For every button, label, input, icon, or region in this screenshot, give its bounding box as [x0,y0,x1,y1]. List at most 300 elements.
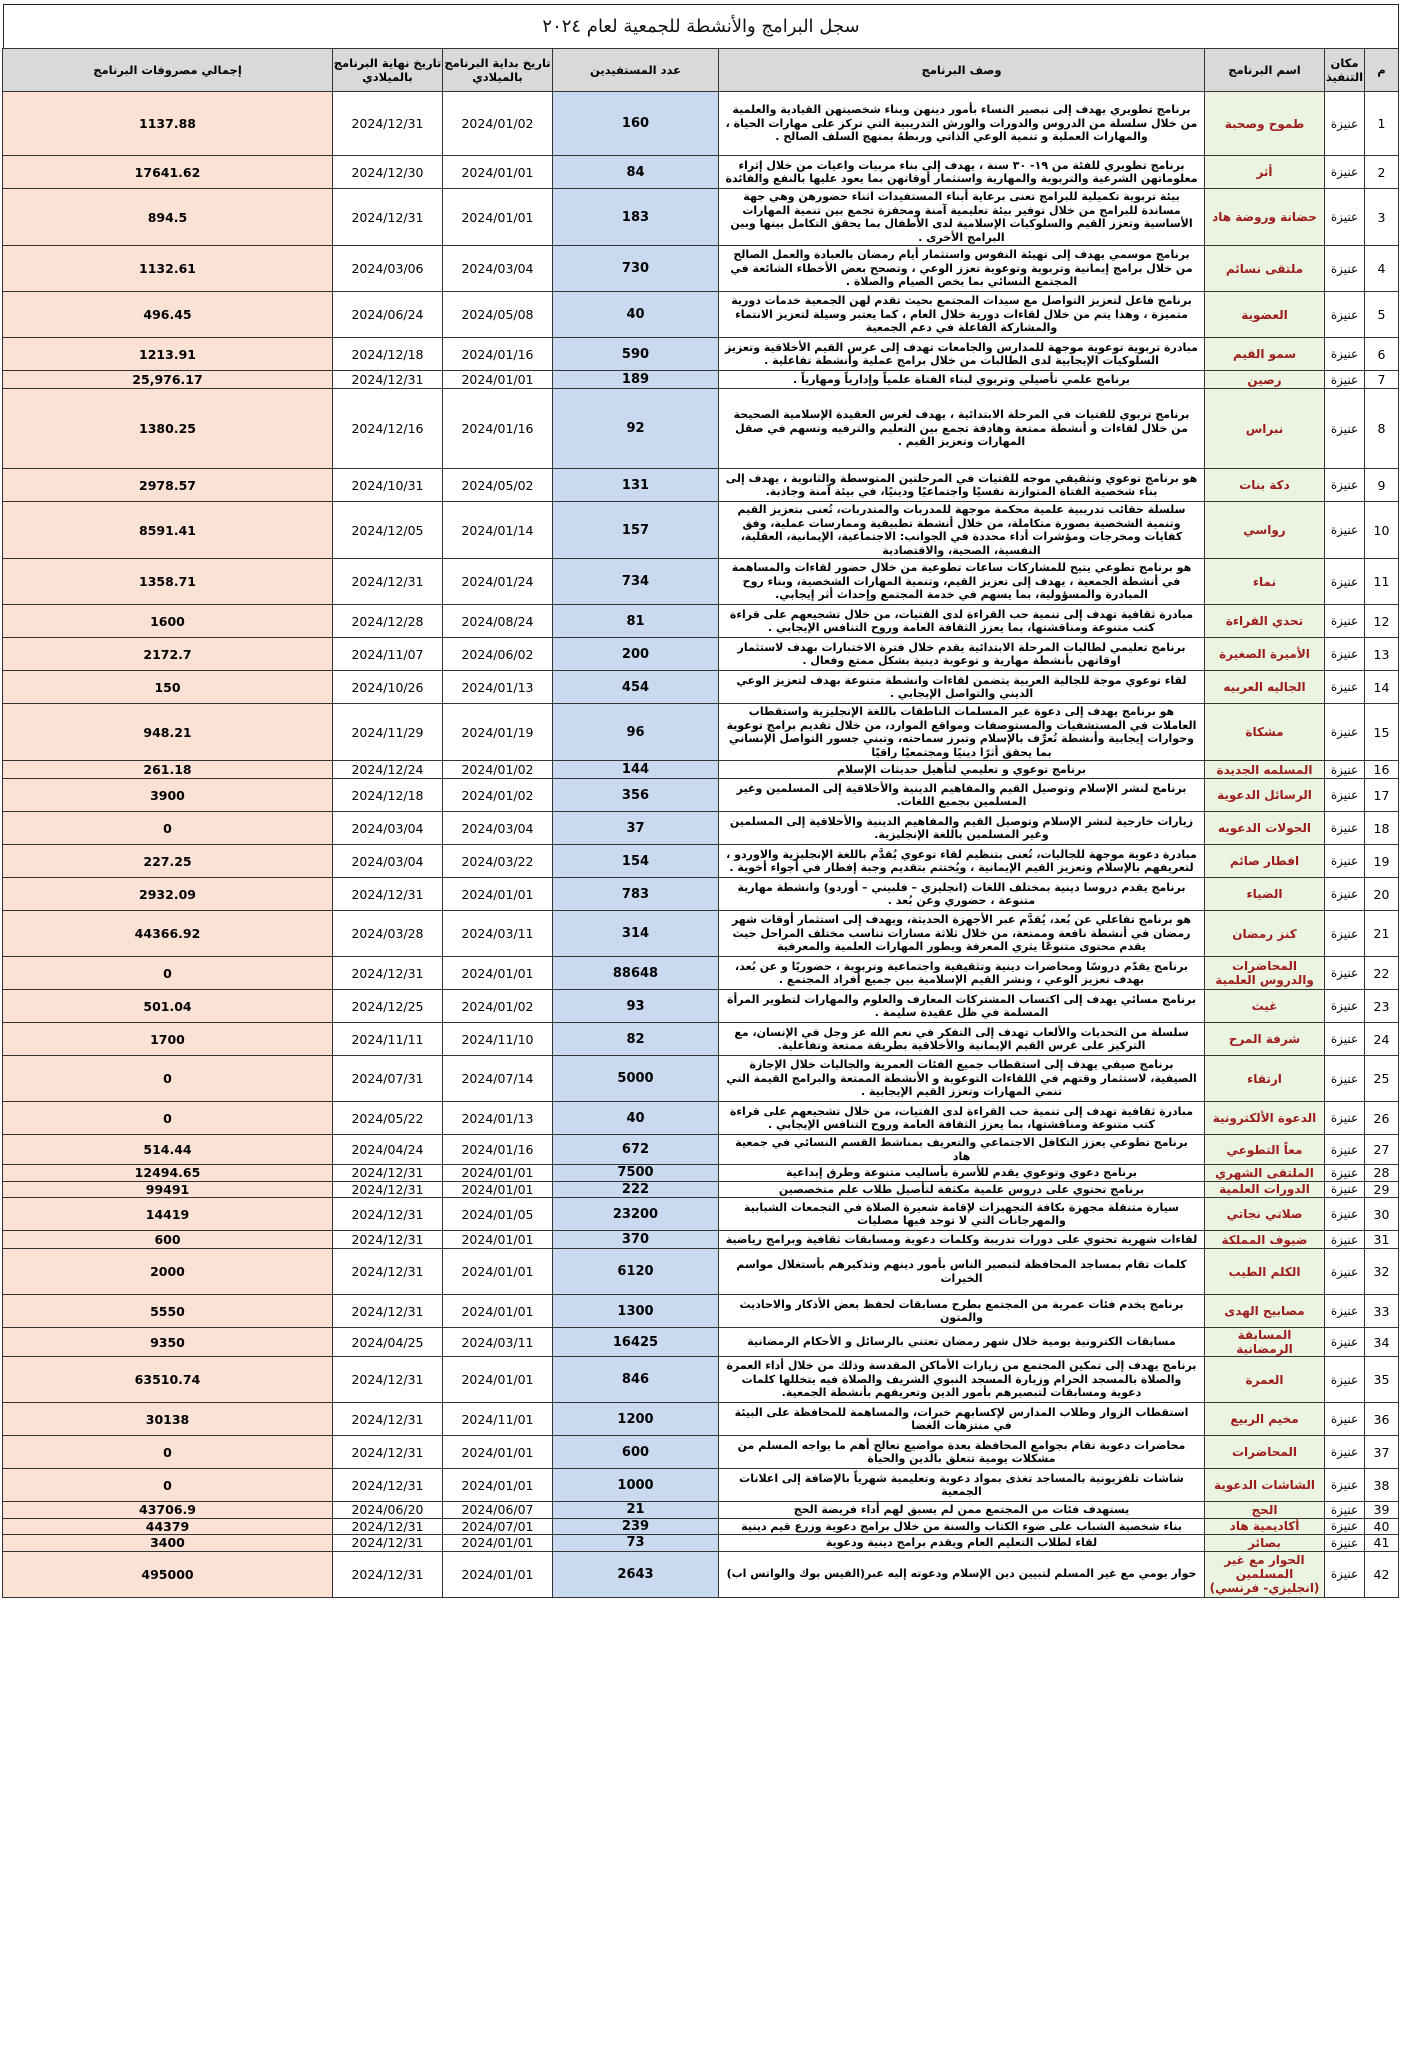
row-start-date: 2024/01/01 [443,1436,553,1469]
row-program-name: افطار صائم [1205,845,1325,878]
row-program-desc: هو برنامج تطوعي يتيح للمشاركات ساعات تطوعية من خلال حضور لقاءات والمساهمة في أنشطة الجمعية ، يهدف إلى تعزيز القيم، وتنمية المهارات الشخصية، وبناء روح المبادرة والمسؤولية، بما يسهم في خدمة المجتمع وإحداث أثر إيجابي. [719,559,1205,605]
table-row [3,1198,1399,1231]
row-total-spend: 600 [3,1231,333,1249]
row-end-date: 2024/12/16 [333,389,443,469]
row-start-date: 2024/07/14 [443,1056,553,1102]
row-place: عنيزة [1325,246,1365,292]
row-program-desc: بناء شخصية الشباب على ضوء الكتاب والسنة من خلال برامج دعوية وزرع قيم دينية [719,1518,1205,1535]
header-num: م [1365,49,1399,92]
table-row [3,292,1399,338]
table-row [3,1551,1399,1597]
row-num: 5 [1365,292,1399,338]
row-program-name: حضانة وروضة هاد [1205,189,1325,246]
row-start-date: 2024/01/01 [443,1249,553,1295]
table-row [3,1436,1399,1469]
row-program-name: المحاضرات والدروس العلمية [1205,957,1325,990]
row-beneficiaries: 1000 [553,1469,719,1502]
row-place: عنيزة [1325,671,1365,704]
row-program-desc: كلمات تقام بمساجد المحافظة لتبصير الناس بأمور دينهم وتذكيرهم بأستغلال مواسم الخيرات [719,1249,1205,1295]
row-program-desc: برنامج يخدم فئات عمرية من المجتمع بطرح مسابقات لحفظ بعض الأذكار والاحاديث والمتون [719,1295,1205,1328]
row-end-date: 2024/10/26 [333,671,443,704]
row-program-name: رصين [1205,371,1325,389]
row-beneficiaries: 356 [553,779,719,812]
header-start-date: تاريخ بداية البرنامج بالميلادي [443,49,553,92]
row-num: 4 [1365,246,1399,292]
row-total-spend: 63510.74 [3,1357,333,1403]
row-start-date: 2024/03/11 [443,911,553,957]
row-place: عنيزة [1325,1181,1365,1198]
row-total-spend: 14419 [3,1198,333,1231]
row-end-date: 2024/12/18 [333,338,443,371]
row-end-date: 2024/12/05 [333,502,443,559]
row-beneficiaries: 88648 [553,957,719,990]
row-beneficiaries: 183 [553,189,719,246]
row-start-date: 2024/08/24 [443,605,553,638]
row-total-spend: 0 [3,1102,333,1135]
row-num: 24 [1365,1023,1399,1056]
row-program-desc: يستهدف فئات من المجتمع ممن لم يسبق لهم أداء فريضة الحج [719,1502,1205,1519]
row-num: 22 [1365,957,1399,990]
row-program-name: الجاليه العربيه [1205,671,1325,704]
row-end-date: 2024/12/31 [333,1165,443,1182]
row-place: عنيزة [1325,638,1365,671]
row-program-desc: مبادرة تربوية توعوية موجهة للمدارس والجامعات تهدف إلى غرس القيم الأخلاقية وتعزيز السلوكيات الإيجابية لدى الطالبات من خلال برامج عملية وأنشطة تفاعلية . [719,338,1205,371]
row-place: عنيزة [1325,1056,1365,1102]
row-program-name: نبراس [1205,389,1325,469]
table-row [3,1518,1399,1535]
row-num: 33 [1365,1295,1399,1328]
row-start-date: 2024/01/14 [443,502,553,559]
row-start-date: 2024/01/13 [443,671,553,704]
row-program-desc: مسابقات الكترونية يومية خلال شهر رمضان تعتني بالرسائل و الأحكام الرمضانية [719,1328,1205,1357]
row-program-name: ملتقى نسائم [1205,246,1325,292]
row-program-desc: هو برنامج تفاعلي عن بُعد، يُقدَّم عبر الأجهزة الحديثة، ويهدف إلى استثمار أوقات شهر رمضان في أنشطة نافعة وممتعة، من خلال ثلاثة مسارات تناسب مختلف المراحل حيث يقدم محتوى متنوعًا يثري المعرفة ويطور المهارات العلمية والمعرفية [719,911,1205,957]
row-num: 11 [1365,559,1399,605]
row-end-date: 2024/12/31 [333,1249,443,1295]
row-program-desc: استقطاب الزوار وطلاب المدارس لإكسابهم خبرات، والمساهمة للمحافظة على البيئة في منتزهات الغضا [719,1403,1205,1436]
row-end-date: 2024/12/24 [333,761,443,779]
row-place: عنيزة [1325,1518,1365,1535]
row-program-desc: زيارات خارجية لنشر الإسلام وتوصيل القيم والمفاهيم الدينية والأخلاقية إلى المسلمين وغير المسلمين باللغة الإنجليزية. [719,812,1205,845]
row-end-date: 2024/03/06 [333,246,443,292]
row-start-date: 2024/11/01 [443,1403,553,1436]
row-beneficiaries: 846 [553,1357,719,1403]
row-total-spend: 1213.91 [3,338,333,371]
row-start-date: 2024/07/01 [443,1518,553,1535]
header-total-spend: إجمالي مصروفات البرنامج [3,49,333,92]
row-num: 39 [1365,1502,1399,1519]
row-total-spend: 496.45 [3,292,333,338]
row-beneficiaries: 370 [553,1231,719,1249]
row-num: 14 [1365,671,1399,704]
row-beneficiaries: 81 [553,605,719,638]
row-start-date: 2024/01/16 [443,389,553,469]
programs-table [2,48,1399,1598]
row-program-desc: برنامج دعوي وتوعوي يقدم للأسرة بأساليب متنوعة وطرق إبداعية [719,1165,1205,1182]
row-beneficiaries: 96 [553,704,719,761]
row-program-name: شرفة المرح [1205,1023,1325,1056]
row-total-spend: 948.21 [3,704,333,761]
header-place: مكان التنفيذ [1325,49,1365,92]
row-start-date: 2024/01/01 [443,878,553,911]
row-program-name: المحاضرات [1205,1436,1325,1469]
row-program-name: الملتقى الشهري [1205,1165,1325,1182]
row-program-name: الدورات العلمية [1205,1181,1325,1198]
row-beneficiaries: 21 [553,1502,719,1519]
row-start-date: 2024/01/02 [443,990,553,1023]
table-row [3,246,1399,292]
row-total-spend: 44366.92 [3,911,333,957]
row-beneficiaries: 222 [553,1181,719,1198]
row-total-spend: 9350 [3,1328,333,1357]
row-program-name: كنز رمضان [1205,911,1325,957]
row-program-desc: لقاء لطلاب التعليم العام ويقدم برامج دينية ودعوية [719,1535,1205,1552]
row-end-date: 2024/12/31 [333,559,443,605]
row-total-spend: 3900 [3,779,333,812]
row-program-name: مخيم الربيع [1205,1403,1325,1436]
row-start-date: 2024/01/02 [443,779,553,812]
row-program-desc: برنامج توعوي و تعليمي لتأهيل حديثات الإسلام [719,761,1205,779]
row-beneficiaries: 5000 [553,1056,719,1102]
row-num: 29 [1365,1181,1399,1198]
row-end-date: 2024/12/31 [333,1403,443,1436]
row-num: 32 [1365,1249,1399,1295]
row-program-desc: هو برنامج يهدف إلى دعوة غير المسلمات الناطقات باللغة الإنجليزية واستقطاب العاملات في المستشفيات والمستوصفات ومواقع الموارد، من خلال تقديم برامج توعوية وحوارات إيجابية وأنشطة تُعرِّف بالإسلام وتبرز سماحته، وتبني جسور التواصل الإنساني بما يحقق أثرًا دينيًا ومجتمعيًا راقيًا [719,704,1205,761]
row-program-name: الجولات الدعويه [1205,812,1325,845]
row-place: عنيزة [1325,990,1365,1023]
row-place: عنيزة [1325,559,1365,605]
row-start-date: 2024/03/04 [443,812,553,845]
row-program-desc: برنامج يهدف إلى تمكين المجتمع من زيارات الأماكن المقدسة وذلك من خلال أداء العمرة والصلاة بالمسجد الحرام وزيارة المسجد النبوي الشريف والصلاة فيه يتخللها كلمات دعوية ومسابقات لتبصيرهم بأمور الدين وتعريفهم بأنشطة الجمعية. [719,1357,1205,1403]
row-place: عنيزة [1325,1535,1365,1552]
table-row [3,990,1399,1023]
row-place: عنيزة [1325,957,1365,990]
row-num: 17 [1365,779,1399,812]
row-end-date: 2024/12/31 [333,878,443,911]
row-end-date: 2024/06/24 [333,292,443,338]
row-program-desc: شاشات تلفزيونية بالمساجد تغذى بمواد دعوية وتعليمية شهرياً بالإضافة إلى اعلانات الجمعية [719,1469,1205,1502]
row-start-date: 2024/01/01 [443,1357,553,1403]
header-end-date: تاريخ نهاية البرنامج بالميلادي [333,49,443,92]
row-end-date: 2024/12/31 [333,1198,443,1231]
table-row [3,1165,1399,1182]
row-beneficiaries: 82 [553,1023,719,1056]
row-program-name: أثر [1205,156,1325,189]
row-total-spend: 43706.9 [3,1502,333,1519]
row-beneficiaries: 157 [553,502,719,559]
row-place: عنيزة [1325,1328,1365,1357]
row-start-date: 2024/01/24 [443,559,553,605]
row-num: 25 [1365,1056,1399,1102]
row-end-date: 2024/12/31 [333,1436,443,1469]
row-total-spend: 894.5 [3,189,333,246]
row-program-desc: برنامج تربوي للفتيات في المرحلة الابتدائية ، يهدف لغرس العقيدة الإسلامية الصحيحة من خلال لقاءات و أنشطة ممتعة وهادفة تجمع بين التعليم والترفيه وتسهم في صقل المهارات وتعزيز القيم . [719,389,1205,469]
row-end-date: 2024/05/22 [333,1102,443,1135]
table-row [3,189,1399,246]
row-total-spend: 5550 [3,1295,333,1328]
row-beneficiaries: 200 [553,638,719,671]
row-total-spend: 30138 [3,1403,333,1436]
row-program-name: ارتقاء [1205,1056,1325,1102]
row-num: 2 [1365,156,1399,189]
row-place: عنيزة [1325,1023,1365,1056]
row-program-name: الحوار مع غير المسلمين (انجليزي- فرنسي) [1205,1551,1325,1597]
table-row [3,1328,1399,1357]
row-total-spend: 2000 [3,1249,333,1295]
row-end-date: 2024/12/31 [333,1295,443,1328]
row-start-date: 2024/01/02 [443,761,553,779]
row-program-name: أكاديمية هاد [1205,1518,1325,1535]
row-num: 31 [1365,1231,1399,1249]
row-total-spend: 12494.65 [3,1165,333,1182]
table-row [3,156,1399,189]
row-start-date: 2024/01/02 [443,92,553,156]
row-num: 30 [1365,1198,1399,1231]
row-num: 18 [1365,812,1399,845]
row-total-spend: 0 [3,812,333,845]
row-place: عنيزة [1325,704,1365,761]
row-end-date: 2024/12/31 [333,1518,443,1535]
row-end-date: 2024/03/28 [333,911,443,957]
table-row [3,1056,1399,1102]
table-row [3,1357,1399,1403]
table-row [3,845,1399,878]
row-start-date: 2024/01/01 [443,371,553,389]
row-place: عنيزة [1325,1403,1365,1436]
row-program-name: نماء [1205,559,1325,605]
table-row [3,1135,1399,1165]
row-num: 21 [1365,911,1399,957]
row-num: 16 [1365,761,1399,779]
table-row [3,1403,1399,1436]
row-num: 8 [1365,389,1399,469]
row-place: عنيزة [1325,1357,1365,1403]
row-program-desc: برنامج موسمي يهدف إلى تهيئة النفوس واستثمار أيام رمضان بالعبادة والعمل الصالح من خلال برامج إيمانية وتربوية وتوعوية تعزز الوعي ، وتصحح بعض الأخطاء الشائعة في المجتمع النسائي بما يخص الصيام والصلاة . [719,246,1205,292]
row-program-name: مصابيح الهدى [1205,1295,1325,1328]
row-program-desc: مبادرة ثقافية تهدف إلى تنمية حب القراءة لدى الفتيات، من خلال تشجيعهم على قراءة كتب متنوعة ومناقشتها، بما يعزز الثقافة العامة وروح التنافس الإيجابي . [719,605,1205,638]
row-total-spend: 227.25 [3,845,333,878]
row-num: 37 [1365,1436,1399,1469]
row-total-spend: 514.44 [3,1135,333,1165]
row-num: 40 [1365,1518,1399,1535]
header-beneficiaries: عدد المستفيدين [553,49,719,92]
row-start-date: 2024/01/13 [443,1102,553,1135]
row-end-date: 2024/11/11 [333,1023,443,1056]
row-beneficiaries: 160 [553,92,719,156]
row-num: 7 [1365,371,1399,389]
row-start-date: 2024/03/04 [443,246,553,292]
row-beneficiaries: 37 [553,812,719,845]
row-end-date: 2024/12/31 [333,1357,443,1403]
row-place: عنيزة [1325,92,1365,156]
row-program-desc: برنامج فاعل لتعزيز التواصل مع سيدات المجتمع بحيث تقدم لهن الجمعية خدمات دورية متميزة ، وهذا يتم من خلال لقاءات دورية خلال العام ، كما يعتبر وسيلة لتعزيز الانتماء والمشاركة الفاعلة في دعم الجمعية [719,292,1205,338]
row-start-date: 2024/06/02 [443,638,553,671]
row-program-desc: برنامج تطويري للفئة من ١٩- ٣٠ سنة ، يهدف إلى بناء مربيات واعيات من خلال إثراء معلوماتهن الشرعية والتربوية والمهارية واستثمار أوقاتهن بما يعود عليها بالنفع والفائدة [719,156,1205,189]
row-place: عنيزة [1325,371,1365,389]
row-beneficiaries: 672 [553,1135,719,1165]
table-row [3,1295,1399,1328]
row-place: عنيزة [1325,812,1365,845]
row-start-date: 2024/05/08 [443,292,553,338]
row-place: عنيزة [1325,1165,1365,1182]
row-end-date: 2024/11/07 [333,638,443,671]
row-program-desc: برنامج مسائي يهدف إلى اكتساب المشتركات المعارف والعلوم والمهارات لتطوير المرأة المسلمة في ظل عقيدة سليمة . [719,990,1205,1023]
row-total-spend: 2978.57 [3,469,333,502]
row-start-date: 2024/01/05 [443,1198,553,1231]
row-beneficiaries: 154 [553,845,719,878]
row-start-date: 2024/01/01 [443,1295,553,1328]
row-start-date: 2024/06/07 [443,1502,553,1519]
row-program-desc: برنامج تطويري يهدف إلى تبصير النساء بأمور دينهن وبناء شخصيتهن القيادية والعلمية من خلال سلسلة من الدروس والدورات والورش التدريبية التي تركز على مهارات الحياة ، والمهارات العملية و تنمية الوعي الذاتي وربطهُ بمنهج السلف الصالح . [719,92,1205,156]
programs-register-sheet [3,4,1399,2044]
row-num: 34 [1365,1328,1399,1357]
row-end-date: 2024/12/31 [333,1181,443,1198]
row-place: عنيزة [1325,1502,1365,1519]
row-place: عنيزة [1325,1469,1365,1502]
row-program-name: بصائر [1205,1535,1325,1552]
row-program-desc: مبادرة ثقافية تهدف إلى تنمية حب القراءة لدى الفتيات، من خلال تشجيعهم على قراءة كتب متنوعة ومناقشتها، بما يعزز الثقافة العامة وروح التنافس الإيجابي . [719,1102,1205,1135]
row-program-desc: مبادرة دعوية موجهة للجاليات، تُعنى بتنظيم لقاء توعوي يُقدَّم باللغة الإنجليزية والاوردو ، لتعريفهم بالإسلام وتعزيز القيم الإيمانية ، ويُختتم بتقديم وجبة إفطار في أجواء أخوية . [719,845,1205,878]
row-program-name: سمو القيم [1205,338,1325,371]
table-row [3,671,1399,704]
row-total-spend: 2172.7 [3,638,333,671]
row-place: عنيزة [1325,1295,1365,1328]
row-start-date: 2024/01/16 [443,338,553,371]
row-beneficiaries: 92 [553,389,719,469]
row-total-spend: 0 [3,1436,333,1469]
row-num: 27 [1365,1135,1399,1165]
row-num: 41 [1365,1535,1399,1552]
row-start-date: 2024/01/01 [443,1181,553,1198]
row-program-desc: برنامج صيفي يهدف إلى استقطاب جميع الفئات العمرية والجاليات خلال الإجازة الصيفية، لاستثمار وقتهم في اللقاءات التوعوية و الأنشطة الممتعة والبرامج القيمة التي تنمي المهارات وتعزز القيم الإيجابية . [719,1056,1205,1102]
row-total-spend: 261.18 [3,761,333,779]
row-total-spend: 25,976.17 [3,371,333,389]
row-beneficiaries: 2643 [553,1551,719,1597]
table-row [3,559,1399,605]
row-total-spend: 17641.62 [3,156,333,189]
row-place: عنيزة [1325,292,1365,338]
header-desc: وصف البرنامج [719,49,1205,92]
table-row [3,605,1399,638]
row-program-name: الدعوة الألكترونية [1205,1102,1325,1135]
row-program-desc: حوار يومي مع غير المسلم لتبيين دين الإسلام ودعوته إليه عبر(الفيس بوك والواتس اب) [719,1551,1205,1597]
row-total-spend: 501.04 [3,990,333,1023]
row-total-spend: 1137.88 [3,92,333,156]
row-start-date: 2024/05/02 [443,469,553,502]
table-row [3,469,1399,502]
row-start-date: 2024/03/11 [443,1328,553,1357]
row-place: عنيزة [1325,1436,1365,1469]
row-program-name: العضوية [1205,292,1325,338]
row-start-date: 2024/11/10 [443,1023,553,1056]
row-end-date: 2024/12/31 [333,1535,443,1552]
row-start-date: 2024/01/01 [443,1231,553,1249]
row-end-date: 2024/12/31 [333,1469,443,1502]
table-row [3,1181,1399,1198]
row-total-spend: 44379 [3,1518,333,1535]
row-program-name: رواسي [1205,502,1325,559]
row-program-desc: سلسلة حقائب تدريبية علمية محكمة موجهة للمدربات والمتدربات، تُعنى بتعزيز القيم وتنمية الشخصية بصورة متكاملة، من خلال أنشطة تطبيقية وممارسات عملية، وفق كفايات ومخرجات ومؤشرات أداء محددة في الجوانب: الاجتماعية، الإيمانية، العقلية، النفسية، الصحية، والاقتصادية [719,502,1205,559]
row-place: عنيزة [1325,1102,1365,1135]
row-end-date: 2024/12/31 [333,957,443,990]
row-beneficiaries: 93 [553,990,719,1023]
row-total-spend: 1700 [3,1023,333,1056]
row-total-spend: 1132.61 [3,246,333,292]
table-row [3,1249,1399,1295]
row-end-date: 2024/03/04 [333,845,443,878]
row-total-spend: 1380.25 [3,389,333,469]
row-start-date: 2024/01/19 [443,704,553,761]
row-place: عنيزة [1325,878,1365,911]
row-program-name: الضياء [1205,878,1325,911]
row-beneficiaries: 314 [553,911,719,957]
row-beneficiaries: 144 [553,761,719,779]
row-program-name: الحج [1205,1502,1325,1519]
row-place: عنيزة [1325,469,1365,502]
row-program-desc: برنامج يقدّم دروسًا ومحاضرات دينية وتثقيفية واجتماعية وتربوية ، حضوريًا و عن بُعد، بهدف تعزيز الوعي ، ونشر القيم الإسلامية بين جميع أفراد المجتمع . [719,957,1205,990]
row-place: عنيزة [1325,1249,1365,1295]
table-row [3,502,1399,559]
row-program-name: المسابقة الرمضانية [1205,1328,1325,1357]
row-program-desc: لقاء توعوي موجة للجالية العربية يتضمن لقاءات وانشطة متنوعة بهدف لتعزيز الوعي الديني والتواصل الإيجابي . [719,671,1205,704]
row-start-date: 2024/01/01 [443,1535,553,1552]
table-row [3,878,1399,911]
row-program-name: الرسائل الدعوية [1205,779,1325,812]
row-num: 15 [1365,704,1399,761]
row-num: 10 [1365,502,1399,559]
row-num: 26 [1365,1102,1399,1135]
row-program-desc: برنامج تحتوي على دروس علمية مكثفة لتأصيل طلاب علم متخصصين [719,1181,1205,1198]
table-row [3,1469,1399,1502]
row-num: 28 [1365,1165,1399,1182]
row-total-spend: 495000 [3,1551,333,1597]
row-start-date: 2024/01/01 [443,1469,553,1502]
row-start-date: 2024/01/01 [443,957,553,990]
row-num: 3 [1365,189,1399,246]
table-row [3,389,1399,469]
row-end-date: 2024/03/04 [333,812,443,845]
row-program-name: طموح وصحبة [1205,92,1325,156]
row-total-spend: 8591.41 [3,502,333,559]
row-program-name: ضيوف المملكة [1205,1231,1325,1249]
row-beneficiaries: 23200 [553,1198,719,1231]
table-row [3,1502,1399,1519]
row-program-desc: برنامج لنشر الإسلام وتوصيل القيم والمفاهيم الدينية والأخلاقية إلى المسلمين وغير المسلمين بجميع اللغات. [719,779,1205,812]
row-end-date: 2024/12/28 [333,605,443,638]
row-num: 38 [1365,1469,1399,1502]
row-total-spend: 2932.09 [3,878,333,911]
row-end-date: 2024/11/29 [333,704,443,761]
row-end-date: 2024/12/18 [333,779,443,812]
row-total-spend: 99491 [3,1181,333,1198]
table-row [3,1535,1399,1552]
row-end-date: 2024/12/31 [333,189,443,246]
row-total-spend: 0 [3,1056,333,1102]
table-row [3,638,1399,671]
row-beneficiaries: 730 [553,246,719,292]
row-start-date: 2024/01/16 [443,1135,553,1165]
row-program-name: معاً التطوعي [1205,1135,1325,1165]
row-start-date: 2024/03/22 [443,845,553,878]
row-program-name: دكة بنات [1205,469,1325,502]
row-start-date: 2024/01/01 [443,156,553,189]
row-end-date: 2024/12/31 [333,1551,443,1597]
row-end-date: 2024/04/25 [333,1328,443,1357]
table-row [3,779,1399,812]
row-program-name: الكلم الطيب [1205,1249,1325,1295]
header-row [3,49,1399,92]
row-place: عنيزة [1325,1231,1365,1249]
